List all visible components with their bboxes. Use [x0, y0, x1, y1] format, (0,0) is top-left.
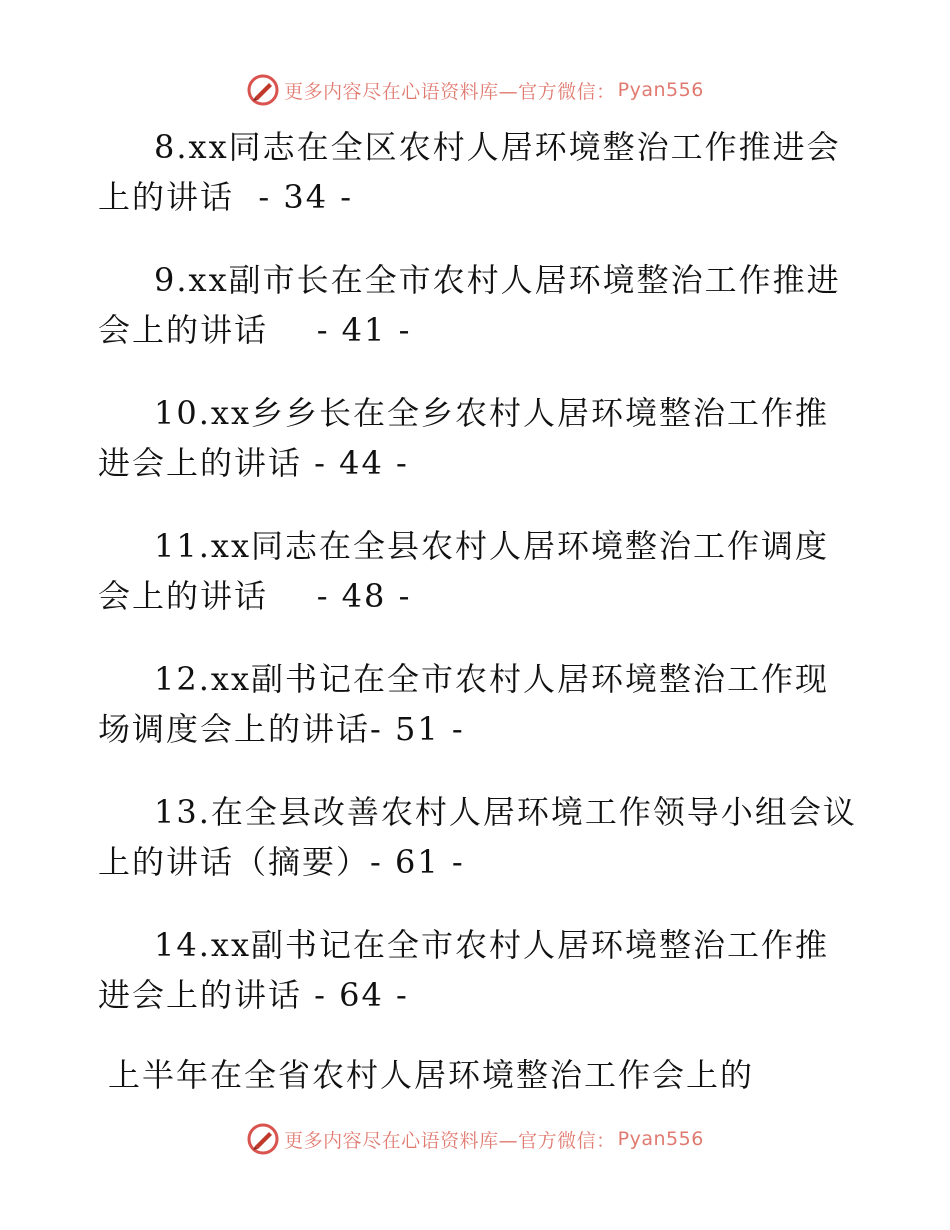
toc-entry[interactable]	[98, 255, 858, 355]
toc-entry[interactable]	[98, 122, 858, 222]
table-of-contents	[98, 122, 858, 1053]
watermark-wechat-id: Pyan556	[617, 79, 704, 101]
toc-entry-title: 10.xx乡乡长在全乡农村人居环境整治工作推	[154, 394, 829, 432]
toc-entry-title-cont: 会上的讲话 - 41 -	[98, 311, 412, 349]
watermark-text: 更多内容尽在心语资料库—官方微信：	[284, 80, 616, 103]
watermark-footer	[0, 1119, 950, 1159]
toc-entry-title: 8.xx同志在全区农村人居环境整治工作推进会	[154, 128, 841, 166]
toc-entry[interactable]	[98, 654, 858, 754]
toc-entry-title-cont: 会上的讲话 - 48 -	[98, 577, 412, 615]
section-heading: 上半年在全省农村人居环境整治工作会上的	[108, 1056, 755, 1094]
watermark-text: 更多内容尽在心语资料库—官方微信：	[284, 1129, 616, 1152]
toc-entry[interactable]	[98, 920, 858, 1020]
watermark-wechat-id: Pyan556	[617, 1128, 704, 1150]
toc-entry-title-cont: 进会上的讲话 - 64 -	[98, 976, 409, 1014]
toc-entry-title-cont: 场调度会上的讲话- 51 -	[98, 710, 465, 748]
quill-seal-icon	[246, 73, 280, 107]
toc-entry[interactable]	[98, 388, 858, 488]
toc-entry-title-cont: 上的讲话（摘要）- 61 -	[98, 843, 465, 881]
toc-entry-title: 14.xx副书记在全市农村人居环境整治工作推	[154, 926, 829, 964]
quill-seal-icon	[246, 1122, 280, 1156]
toc-entry-title: 9.xx副市长在全市农村人居环境整治工作推进	[154, 261, 841, 299]
toc-entry-title: 11.xx同志在全县农村人居环境整治工作调度	[154, 527, 829, 565]
toc-entry-title-cont: 上的讲话 - 34 -	[98, 178, 354, 216]
toc-entry[interactable]	[98, 521, 858, 621]
watermark-header	[0, 70, 950, 110]
toc-entry-title-cont: 进会上的讲话 - 44 -	[98, 444, 409, 482]
toc-entry-title: 12.xx副书记在全市农村人居环境整治工作现	[154, 660, 829, 698]
toc-entry-title: 13.在全县改善农村人居环境工作领导小组会议	[154, 793, 857, 831]
toc-entry[interactable]	[98, 787, 858, 887]
